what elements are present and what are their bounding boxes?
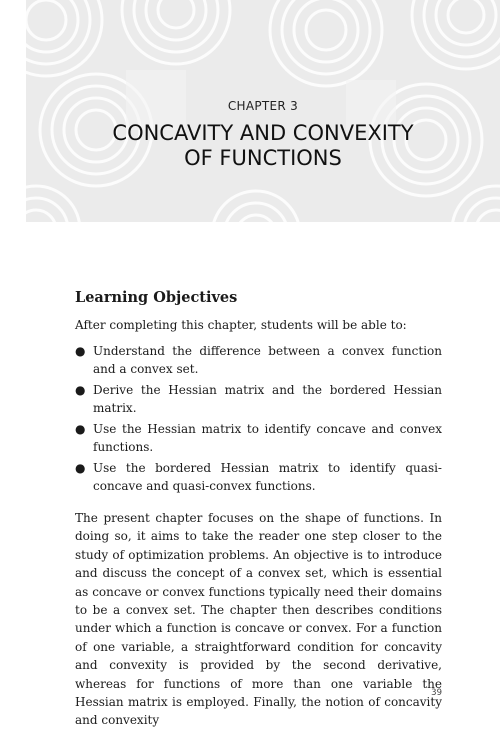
page-number: 39 — [431, 688, 442, 698]
bullet-icon: ● — [75, 344, 86, 358]
learning-objectives-heading: Learning Objectives — [75, 289, 238, 306]
list-item: ● Derive the Hessian matrix and the bordered Hessian matrix. — [75, 383, 442, 415]
chapter-title — [26, 121, 500, 171]
learning-objectives-intro: After completing this chapter, students will be able to: — [75, 318, 407, 332]
chapter-title-line-1: CONCAVITY AND CONVEXITY — [112, 121, 414, 145]
list-item: ● Understand the difference between a convex function and a convex set. — [75, 344, 442, 376]
learning-objectives-list — [75, 342, 442, 495]
chapter-title-line-2: OF FUNCTIONS — [184, 146, 342, 170]
bullet-icon: ● — [75, 461, 86, 475]
bullet-icon: ● — [75, 383, 86, 397]
list-item: ● Use the Hessian matrix to identify concave and convex functions. — [75, 422, 442, 454]
chapter-label: CHAPTER 3 — [227, 99, 299, 113]
bullet-icon: ● — [75, 422, 86, 436]
chapter-content — [75, 288, 442, 730]
body-paragraph: The present chapter focuses on the shape of functions. In doing so, it aims to take the reader one step closer to the study of optimization problems. An objective is to introduce and discuss the concept of a convex set, which is essential as concave or convex functions typically need their domains to be a convex set. The chapter then describes conditions under which a function is concave or convex. For a function of one variable, a straightforward condition for concavity and convexity is provided by the second derivative, whereas for functions of more than one variable the Hessian matrix is employed. Finally, the notion of concavity and convexity — [75, 511, 442, 728]
list-item: ● Use the bordered Hessian matrix to identify quasi-concave and quasi-convex functions. — [75, 461, 442, 493]
